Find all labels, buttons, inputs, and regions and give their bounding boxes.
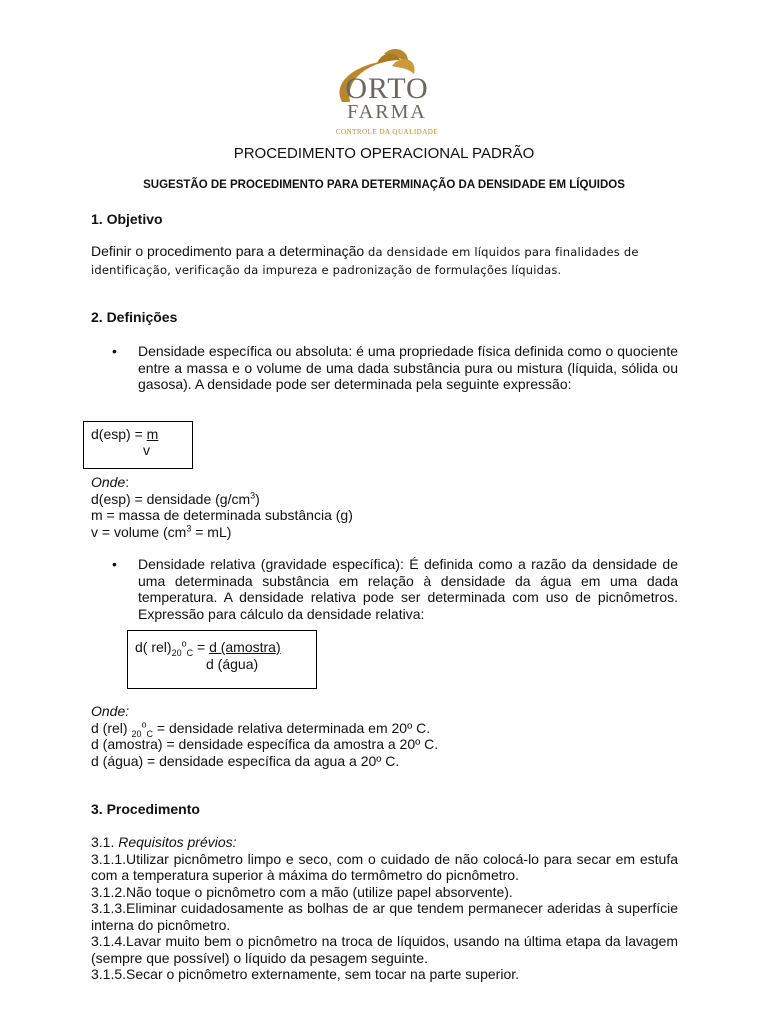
company-logo — [322, 44, 452, 139]
rel-def-sup: o — [141, 718, 147, 729]
rel-def-end: = densidade relativa determinada em 20º C. — [152, 719, 431, 736]
section1-text-b: da densidade em líquidos para finalidades de — [364, 245, 639, 259]
req-num: 3.1. — [91, 834, 119, 850]
rel-def3-text: d (água) = densidade específica da agua a 20º C. — [91, 752, 400, 769]
onde1-colon: : — [125, 474, 130, 490]
def3-text: v = volume (cm — [91, 523, 187, 540]
procedure-item: 3.1.5.Secar o picnômetro externamente, sem tocar na parte superior. — [91, 966, 520, 982]
logo-brand-line2: FARMA — [347, 101, 427, 123]
formula2-den: d (água) — [206, 656, 259, 672]
section1-heading: 1. Objetivo — [91, 211, 163, 227]
procedure-list — [91, 834, 678, 983]
formula2-eq: = — [193, 639, 210, 655]
def1-sup: 3 — [250, 489, 256, 500]
formula2-box — [127, 630, 317, 689]
bullet2-text: Densidade relativa (gravidade específica): É definida como a razão da densidade de uma determinada substância em relação à densidade da água em uma dada temperatura. A densidade relativa pode ser determinada com uso de picnômetros. Expressão para cálculo da densidade relativa: — [138, 556, 678, 622]
onde1-label: Onde — [91, 474, 126, 490]
bullet-marker: • — [112, 343, 117, 359]
procedure-item: 3.1.1.Utilizar picnômetro limpo e seco, com o cuidado de não colocá-lo para secar em estufa com a temperatura superior à máxima do termômetro do picnômetro. — [91, 850, 678, 883]
formula2-lhs: d( rel) — [135, 639, 172, 655]
req-label: Requisitos prévios: — [118, 834, 237, 850]
rel-def-text: d (rel) — [91, 719, 132, 736]
rel-def-sub: 20 — [131, 728, 142, 739]
document-title: PROCEDIMENTO OPERACIONAL PADRÃO — [233, 145, 535, 162]
procedure-item: 3.1.3.Eliminar cuidadosamente as bolhas de ar que tendem permanecer aderidas à superfície interna do picnômetro. — [91, 900, 678, 933]
definitions2 — [91, 703, 438, 769]
formula1-num: m — [146, 426, 159, 442]
section2-heading: 2. Definições — [91, 309, 178, 325]
bullet-marker: • — [112, 556, 117, 572]
document-subtitle: SUGESTÃO DE PROCEDIMENTO PARA DETERMINAÇÃO DA DENSIDADE EM LÍQUIDOS — [143, 179, 625, 191]
formula2-numerator-line — [135, 639, 281, 656]
formula1-lhs: d(esp) = — [91, 426, 147, 442]
procedure-item: 3.1.4.Lavar muito bem o picnômetro na troca de líquidos, usando na última etapa da lavagem (sempre que possível) o líquido da pesagem seguinte. — [91, 933, 678, 966]
section1-text-c: identificação, verificação da impureza e padronização de formulações líquidas. — [91, 263, 562, 277]
rel-def-sub2: C — [146, 728, 153, 739]
def3-end: = mL) — [191, 523, 232, 540]
def2-text: m = massa de determinada substância (g) — [91, 507, 353, 523]
def3-sup: 3 — [186, 522, 192, 533]
formula2-num: d (amostra) — [209, 639, 281, 655]
def1-text: d(esp) = densidade (g/cm — [91, 490, 251, 507]
section3-heading: 3. Procedimento — [91, 801, 200, 817]
formula1-box — [83, 421, 193, 469]
formula1-numerator-line — [91, 426, 158, 443]
def1-end: ) — [255, 490, 260, 507]
formula2-sub2: C — [186, 647, 194, 658]
logo-tagline: CONTROLE DA QUALIDADE — [335, 128, 439, 136]
formula1-den: v — [143, 442, 150, 458]
bullet1-text: Densidade específica ou absoluta: é uma propriedade física definida como o quociente entre a massa e o volume de uma dada substância pura ou mistura (líquida, sólida ou gasosa). A densidade pode ser determinada pela seguinte expressão: — [138, 343, 678, 392]
section1-text-a: Definir o procedimento para a determinação — [91, 243, 365, 259]
section1-text — [91, 243, 681, 279]
onde2-label: Onde: — [91, 703, 130, 719]
formula2-sup: o — [181, 638, 187, 649]
definitions1 — [91, 474, 353, 540]
rel-def2-text: d (amostra) = densidade específica da amostra a 20º C. — [91, 736, 439, 752]
procedure-item: 3.1.2.Não toque o picnômetro com a mão (utilize papel absorvente). — [91, 883, 513, 900]
logo-brand-line1: ORTO — [345, 72, 429, 105]
formula2-sub: 20 — [171, 647, 182, 658]
